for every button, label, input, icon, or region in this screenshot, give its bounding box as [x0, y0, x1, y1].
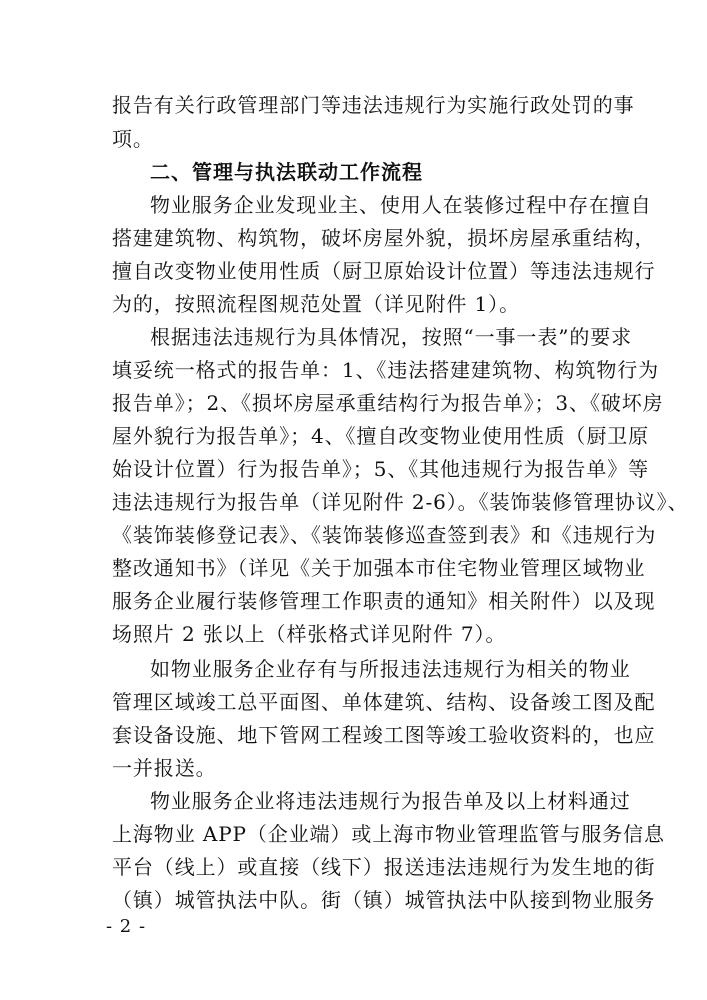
paragraph-3-line-1: 如物业服务企业存有与所报违法违规行为相关的物业: [150, 657, 631, 681]
paragraph-1-line-1: 物业服务企业发现业主、使用人在装修过程中存在擅自: [150, 193, 652, 217]
paragraph-2-line-10: 场照片 2 张以上（样张格式详见附件 7）。: [112, 622, 507, 646]
paragraph-2-line-8: 整改通知书》（详见《关于加强本市住宅物业管理区域物业: [112, 556, 646, 580]
paragraph-3-line-4: 一并报送。: [112, 756, 217, 780]
paragraph-1-line-3: 擅自改变物业使用性质（厨卫原始设计位置）等违法违规行: [112, 259, 656, 283]
paragraph-4-line-3: 平台（线上）或直接（线下）报送违法违规行为发生地的街: [112, 855, 656, 879]
paragraph-1-line-4: 为的，按照流程图规范处置（详见附件 1）。: [112, 292, 520, 316]
text-line-1: 报告有关行政管理部门等违法违规行为实施行政处罚的事: [112, 93, 635, 117]
paragraph-4-line-2: 上海物业 APP（企业端）或上海市物业管理监管与服务信息: [112, 822, 665, 846]
paragraph-2-line-3: 报告单》；2、《损坏房屋承重结构行为报告单》；3、《破坏房: [112, 391, 664, 415]
section-heading: 二、管理与执法联动工作流程: [150, 160, 423, 184]
paragraph-3-line-2: 管理区域竣工总平面图、单体建筑、结构、设备竣工图及配: [112, 690, 656, 714]
text-line-2: 项。: [112, 127, 154, 151]
page-number: - 2 -: [106, 916, 147, 937]
paragraph-2-line-5: 始设计位置）行为报告单》；5、《其他违规行为报告单》等: [112, 457, 650, 481]
paragraph-3-line-3: 套设备设施、地下管网工程竣工图等竣工验收资料的，也应: [112, 723, 656, 747]
paragraph-2-line-7: 《装饰装修登记表》、《装饰装修巡查签到表》和《违规行为: [112, 523, 657, 547]
paragraph-2-line-9: 服务企业履行装修管理工作职责的通知》相关附件）以及现: [112, 589, 656, 613]
paragraph-4-line-1: 物业服务企业将违法违规行为报告单及以上材料通过: [150, 789, 631, 813]
paragraph-2-line-4: 屋外貌行为报告单》；4、《擅自改变物业使用性质（厨卫原: [112, 424, 650, 448]
paragraph-1-line-2: 搭建建筑物、构筑物，破坏房屋外貌，损坏房屋承重结构，: [112, 226, 656, 250]
paragraph-2-line-6: 违法违规行为报告单（详见附件 2-6）。《装饰装修管理协议》、: [112, 490, 689, 514]
paragraph-2-line-1: 根据违法违规行为具体情况，按照“一事一表”的要求: [150, 325, 633, 349]
paragraph-2-line-2: 填妥统一格式的报告单：1、《违法搭建建筑物、构筑物行为: [112, 358, 660, 382]
paragraph-4-line-4: （镇）城管执法中队。街（镇）城管执法中队接到物业服务: [112, 888, 656, 912]
